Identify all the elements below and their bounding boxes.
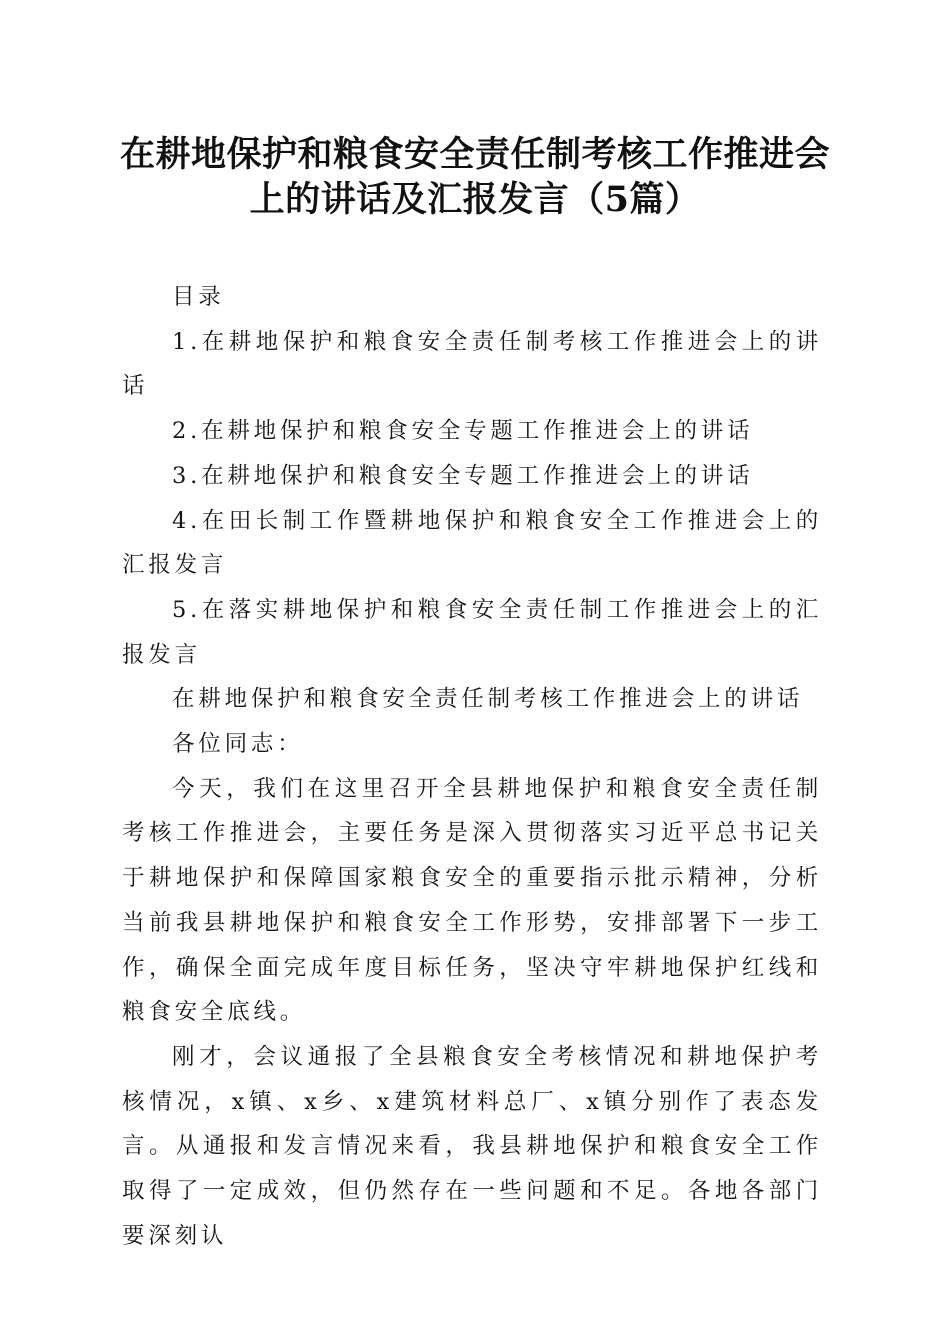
section-title: 在耕地保护和粮食安全责任制考核工作推进会上的讲话 [172, 686, 804, 713]
document-body [122, 275, 822, 1258]
title-line-2: 上的讲话及汇报发言（5篇） [249, 179, 701, 220]
toc-item-4: 4.在田长制工作暨耕地保护和粮食安全工作推进会上的汇报发言 [122, 507, 822, 579]
toc-item-1: 1.在耕地保护和粮食安全责任制考核工作推进会上的讲话 [122, 328, 822, 400]
title-line-1: 在耕地保护和粮食安全责任制考核工作推进会 [119, 134, 830, 175]
salutation: 各位同志： [172, 731, 304, 758]
toc-item-3: 3.在耕地保护和粮食安全专题工作推进会上的讲话 [172, 462, 754, 489]
toc-item-5: 5.在落实耕地保护和粮食安全责任制工作推进会上的汇报发言 [122, 596, 822, 668]
document-title [100, 132, 850, 222]
toc-heading: 目录 [172, 284, 225, 310]
body-paragraph-1: 今天，我们在这里召开全县耕地保护和粮食安全责任制考核工作推进会，主要任务是深入贯彻落实习近平总书记关于耕地保护和保障国家粮食安全的重要指示批示精神，分析当前我县耕地保护和粮食安全工作形势，安排部署下一步工作，确保全面完成年度目标任务，坚决守牢耕地保护红线和粮食安全底线。 [122, 775, 822, 1026]
body-paragraph-2: 刚才，会议通报了全县粮食安全考核情况和耕地保护考核情况，x镇、x乡、x建筑材料总厂、x镇分别作了表态发言。从通报和发言情况来看，我县耕地保护和粮食安全工作取得了一定成效，但仍然存在一些问题和不足。各地各部门要深刻认 [122, 1043, 822, 1249]
toc-item-2: 2.在耕地保护和粮食安全专题工作推进会上的讲话 [172, 418, 754, 445]
